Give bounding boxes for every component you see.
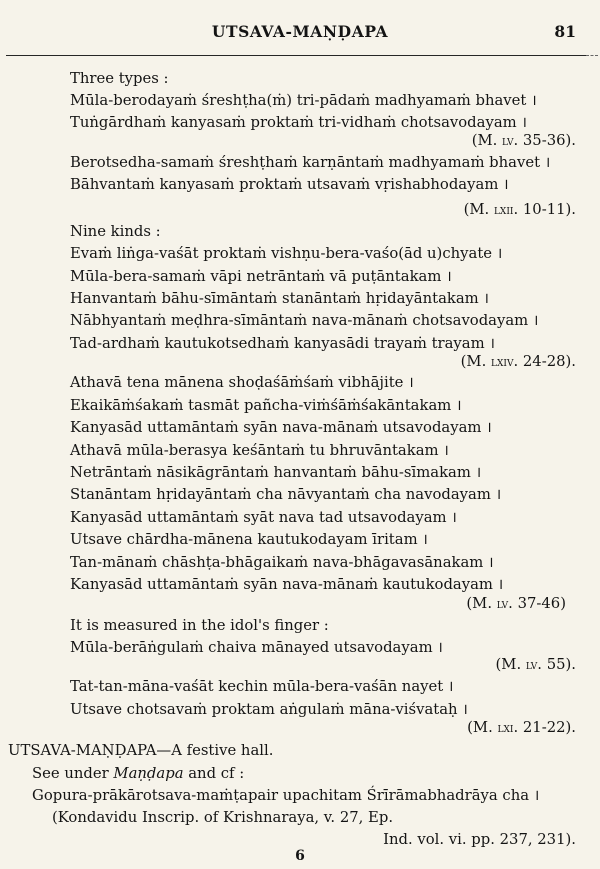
finger-measure-label: It is measured in the idol's finger : — [70, 617, 329, 634]
entry-headword: UTSAVA-MAṆḌAPA — [8, 742, 157, 759]
verse-line: Mūla-berodayaṁ śreshṭha(ṁ) tri-pādaṁ madhyamaṁ bhavet । — [70, 92, 537, 109]
verse-reference: (M. lxiv. 24-28). — [460, 353, 576, 370]
entry-definition: —A festive hall. — [156, 742, 274, 759]
citation-line: Ind. vol. vi. pp. 237, 231). — [383, 831, 576, 848]
see-also-reference: Maṇḍapa — [113, 765, 184, 782]
page-number: 81 — [554, 22, 576, 41]
verse-reference: (M. lv. 35-36). — [471, 132, 576, 149]
verse-line: Kanyasād uttamāntaṁ syān nava-mānaṁ kautukodayam । — [70, 576, 504, 593]
verse-reference: (M. lv. 55). — [495, 656, 576, 673]
verse-line: Mūla-bera-samaṁ vāpi netrāntaṁ vā puṭāntakam । — [70, 268, 452, 285]
verse-line: Berotsedha-samaṁ śreshṭhaṁ karṇāntaṁ madhyamaṁ bhavet । — [70, 154, 551, 171]
verse-line: Athavā mūla-berasya keśāntaṁ tu bhruvāntakam । — [70, 442, 449, 459]
header-rule — [6, 55, 586, 56]
verse-reference: (M. lxii. 10-11). — [463, 201, 576, 218]
verse-line: Ekaikāṁśakaṁ tasmāt pañcha-viṁśāṁśakāntakam । — [70, 397, 462, 414]
citation-line: (Kondavidu Inscrip. of Krishnaraya, v. 27, Ep. — [52, 809, 394, 826]
verse-reference: (M. lv. 37-46) — [466, 595, 566, 612]
dictionary-entry — [8, 742, 273, 760]
verse-line: Utsave chotsavaṁ proktam aṅgulaṁ māna-viśvataḥ । — [70, 701, 468, 718]
verse-line: Evaṁ liṅga-vaśāt proktaṁ vishṇu-bera-vaśo(ād u)chyate । — [70, 245, 503, 262]
verse-line: Hanvantaṁ bāhu-sīmāntaṁ stanāntaṁ hṛidayāntakam । — [70, 290, 490, 307]
verse-line: Nābhyantaṁ meḍhra-sīmāntaṁ nava-mānaṁ chotsavodayam । — [70, 312, 539, 329]
verse-line: Tan-mānaṁ chāshṭa-bhāgaikaṁ nava-bhāgavasānakam । — [70, 554, 494, 571]
nine-kinds-label: Nine kinds : — [70, 223, 161, 240]
verse-line: Kanyasād uttamāntaṁ syāt nava tad utsavodayam । — [70, 509, 457, 526]
header-rule-tail — [586, 55, 598, 56]
verse-line: Utsave chārdha-mānena kautukodayam īritam । — [70, 531, 428, 548]
verse-reference: (M. lxi. 21-22). — [467, 719, 576, 736]
quote-line: Gopura-prākārotsava-maṁṭapair upachitam Śrīrāmabhadrāya cha । — [32, 787, 540, 804]
signature-mark: 6 — [295, 848, 305, 864]
see-also-line: See under Maṇḍapa and cf : — [32, 765, 245, 782]
running-head: UTSAVA-MAṆḌAPA — [211, 22, 389, 41]
three-types-label: Three types : — [70, 70, 169, 87]
verse-line: Tad-ardhaṁ kautukotsedhaṁ kanyasādi trayaṁ trayam । — [70, 335, 495, 352]
verse-line: Kanyasād uttamāntaṁ syān nava-mānaṁ utsavodayam । — [70, 419, 492, 436]
verse-line: Mūla-berāṅgulaṁ chaiva mānayed utsavodayam । — [70, 639, 443, 656]
verse-line: Stanāntam hṛidayāntaṁ cha nāvyantaṁ cha navodayam । — [70, 486, 502, 503]
page-header — [0, 22, 600, 44]
verse-line: Athavā tena mānena shoḍaśāṁśaṁ vibhājite । — [70, 374, 414, 391]
verse-line: Bāhvantaṁ kanyasaṁ proktaṁ utsavaṁ vṛishabhodayam । — [70, 176, 509, 193]
verse-line: Tuṅgārdhaṁ kanyasaṁ proktaṁ tri-vidhaṁ chotsavodayam । — [70, 114, 527, 131]
verse-line: Netrāntaṁ nāsikāgrāntaṁ hanvantaṁ bāhu-sīmakam । — [70, 464, 482, 481]
verse-line: Tat-tan-māna-vaśāt kechin mūla-bera-vaśān nayet । — [70, 678, 454, 695]
